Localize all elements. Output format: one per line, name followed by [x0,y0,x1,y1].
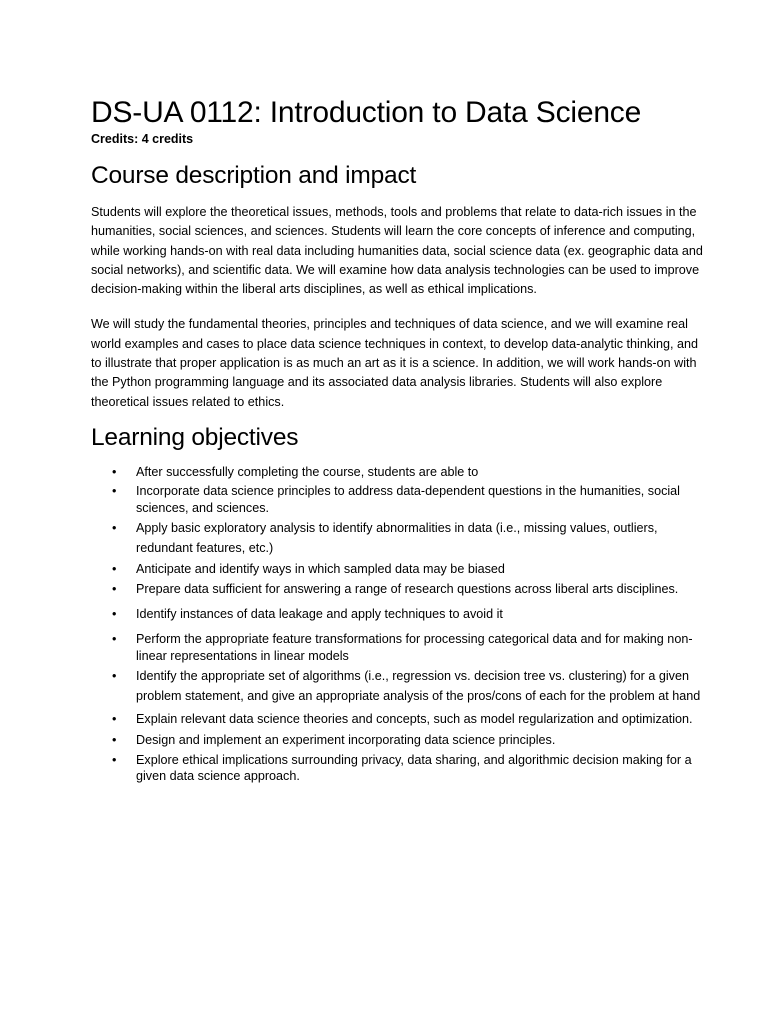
section-heading-course-description: Course description and impact [91,162,417,189]
list-item [91,752,708,785]
course-description-paragraph: Students will explore the theoretical issues, methods, tools and problems that relate to data-rich issues in the humanities, social sciences, and sciences. Students will learn the core concepts of inference and computing, while working hands-on with real data including humanities data, social science data (ex. geographic data and social networks), and scientific data. We will examine how data analysis technologies can be used to improve decision-making within the liberal arts disciplines, as well as ethical implications. [91,205,703,297]
list-item-text: Identify instances of data leakage and apply techniques to avoid it [136,607,503,622]
bullet-icon: • [112,581,117,596]
list-item-text: After successfully completing the course, students are able to [136,464,479,479]
list-item-text: Incorporate data science principles to address data-dependent questions in the humanities, social sciences, and sciences. [136,484,680,515]
bullet-icon: • [112,632,117,647]
list-item [91,667,708,707]
list-item [91,606,708,622]
credits-label: Credits: [91,132,139,146]
list-item [91,732,708,748]
list-item [91,631,708,664]
list-item-text: Prepare data sufficient for answering a range of research questions across liberal arts disciplines. [136,581,679,596]
learning-objectives-list [91,464,708,784]
list-item [91,519,708,559]
bullet-icon: • [112,484,117,499]
bullet-icon: • [112,562,117,577]
bullet-icon: • [112,668,117,683]
list-item [91,581,708,597]
bullet-icon: • [112,520,117,535]
list-item [91,464,708,480]
list-item [91,710,708,730]
section-heading-learning-objectives: Learning objectives [91,423,299,451]
list-item-text: Explore ethical implications surrounding privacy, data sharing, and algorithmic decision making for a given data science approach. [136,752,692,783]
list-item-text: Explain relevant data science theories and concepts, such as model regularization and optimization. [136,711,693,726]
bullet-icon: • [112,711,117,726]
list-item [91,561,708,577]
list-item-text: Anticipate and identify ways in which sampled data may be biased [136,562,505,577]
credits-value: 4 credits [141,132,194,146]
list-item-text: Identify the appropriate set of algorithms (i.e., regression vs. decision tree vs. clustering) for a given problem statement, and give an appropriate analysis of the pros/cons of each for the problem at hand [136,668,701,703]
document-title: DS-UA 0112: Introduction to Data Science [91,96,642,129]
list-item-text: Design and implement an experiment incorporating data science principles. [136,733,556,748]
course-description-paragraph: We will study the fundamental theories, principles and techniques of data science, and we will examine real world examples and cases to place data science techniques in context, to develop data-analytic thinking, and to illustrate that proper application is as much an art as it is a science. In addition, we will work hands-on with the Python programming language and its associated data analysis libraries. Students will also explore theoretical issues related to ethics. [91,317,698,409]
list-item-text: Apply basic exploratory analysis to identify abnormalities in data (i.e., missing values, outliers, redundant features, etc.) [136,520,658,555]
bullet-icon: • [112,733,117,748]
bullet-icon: • [112,607,117,622]
list-item [91,483,708,516]
bullet-icon: • [112,464,117,479]
credits-line [91,131,708,147]
bullet-icon: • [112,752,117,767]
list-item-text: Perform the appropriate feature transformations for processing categorical data and for making non-linear representations in linear models [136,632,693,663]
